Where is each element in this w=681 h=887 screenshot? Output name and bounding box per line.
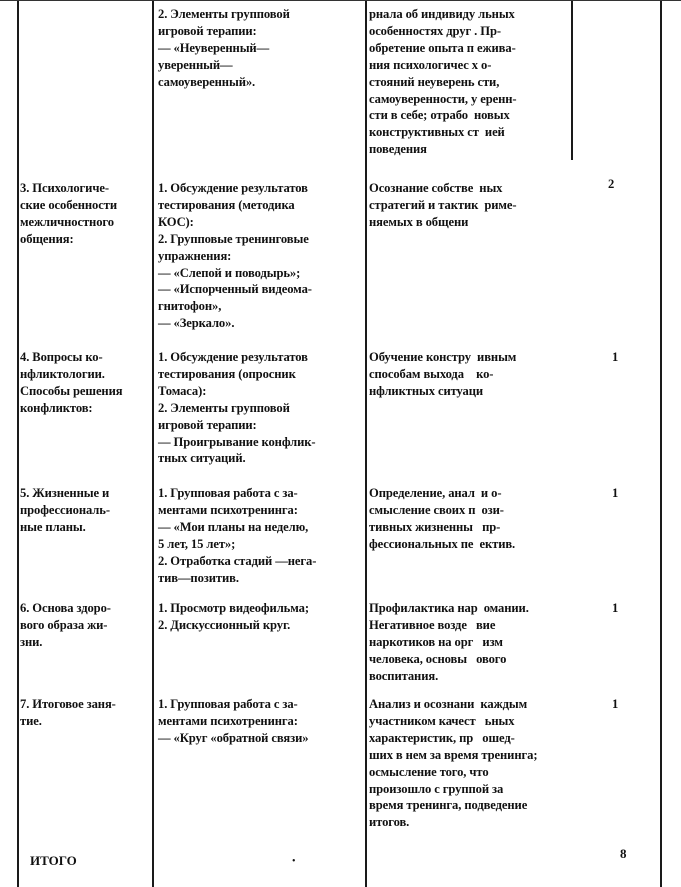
topic-line: 6. Основа здоро- bbox=[20, 601, 111, 615]
goal-line: обретение опыта п ежива- bbox=[369, 40, 516, 55]
goal-line: стратегий и тактик риме- bbox=[369, 197, 517, 212]
goal-line: Негативное возде вие bbox=[369, 617, 496, 632]
page-mark: • bbox=[292, 856, 296, 867]
topic-line: Способы решения bbox=[20, 383, 123, 398]
row-4-topic-cell bbox=[20, 485, 110, 536]
content-line: 2. Элементы групповой bbox=[158, 7, 290, 21]
goal-line: характеристик, пр ошед- bbox=[369, 730, 515, 745]
content-line: тестирования (методика bbox=[158, 197, 295, 212]
row-2-topic-cell bbox=[20, 180, 117, 248]
row-3-hours: 1 bbox=[612, 350, 619, 364]
goal-line: поведения bbox=[369, 142, 427, 157]
topic-line: профессиональ- bbox=[20, 502, 110, 517]
content-line: упражнения: bbox=[158, 248, 232, 263]
goal-line: тивных жизненны пр- bbox=[369, 519, 501, 534]
goal-line: конструктивных ст ией bbox=[369, 125, 505, 140]
row-6-content-cell bbox=[158, 696, 308, 747]
content-line: 2. Дискуссионный круг. bbox=[158, 617, 291, 632]
content-line: 1. Обсуждение результатов bbox=[158, 181, 308, 195]
goal-line: произошло с группой за bbox=[369, 781, 504, 796]
total-label: ИТОГО bbox=[30, 853, 77, 868]
goal-line: осмысление того, что bbox=[369, 764, 489, 779]
goal-line: няемых в общени bbox=[369, 214, 469, 229]
goal-line: Анализ и осознани каждым bbox=[369, 697, 528, 711]
goal-line: человека, основы ового bbox=[369, 651, 507, 666]
table-border bbox=[0, 0, 681, 1]
row-2-goal-cell bbox=[369, 180, 516, 231]
row-2-hours: 2 bbox=[608, 177, 615, 191]
content-line: тестирования (опросник bbox=[158, 366, 296, 381]
goal-line: особенностях друг . Пр- bbox=[369, 23, 501, 38]
goal-line: нфликтных ситуаци bbox=[369, 383, 484, 398]
row-6-goal-cell bbox=[369, 696, 537, 831]
content-line: гнитофон», bbox=[158, 299, 222, 314]
topic-line: 5. Жизненные и bbox=[20, 486, 110, 500]
goal-line: итогов. bbox=[369, 815, 410, 830]
content-line: 5 лет, 15 лет»; bbox=[158, 536, 236, 551]
content-line: 1. Групповая работа с за- bbox=[158, 697, 298, 711]
goal-line: фессиональных пе ектив. bbox=[369, 536, 516, 551]
topic-line: зни. bbox=[20, 634, 43, 649]
topic-line: тие. bbox=[20, 713, 42, 728]
row-4-hours: 1 bbox=[612, 486, 619, 500]
row-4-content-cell bbox=[158, 485, 316, 586]
content-line: 1. Групповая работа с за- bbox=[158, 486, 298, 500]
row-5-content-cell bbox=[158, 600, 309, 634]
goal-line: стояний неуверень сти, bbox=[369, 74, 500, 89]
topic-line: конфликтов: bbox=[20, 400, 93, 415]
goal-line: Профилактика нар омании. bbox=[369, 601, 529, 615]
topic-line: 3. Психологиче- bbox=[20, 181, 109, 195]
row-5-goal-cell bbox=[369, 600, 529, 685]
topic-line: ские особенности bbox=[20, 197, 117, 212]
goal-line: смысление своих п ози- bbox=[369, 502, 504, 517]
row-1-goal-cell bbox=[369, 6, 517, 158]
content-line: ментами психотренинга: bbox=[158, 713, 298, 728]
goal-line: Осознание собстве ных bbox=[369, 181, 503, 195]
goal-line: способам выхода ко- bbox=[369, 366, 494, 381]
table-border bbox=[660, 0, 662, 887]
content-line: — «Зеркало». bbox=[158, 316, 235, 331]
topic-line: общения: bbox=[20, 231, 74, 246]
row-4-goal-cell bbox=[369, 485, 515, 553]
table-border bbox=[17, 0, 19, 887]
content-line: 2. Отработка стадий —нега- bbox=[158, 553, 317, 568]
content-line: — «Мои планы на неделю, bbox=[158, 519, 309, 534]
content-line: КОС): bbox=[158, 214, 194, 229]
goal-line: самоуверенности, у еренн- bbox=[369, 91, 517, 106]
topic-line: 4. Вопросы ко- bbox=[20, 350, 103, 364]
topic-line: 7. Итоговое заня- bbox=[20, 697, 116, 711]
goal-line: ния психологичес х о- bbox=[369, 57, 492, 72]
row-3-topic-cell bbox=[20, 349, 122, 417]
row-5-topic-cell bbox=[20, 600, 111, 651]
content-line: 2. Элементы групповой bbox=[158, 400, 290, 415]
content-line: Томаса): bbox=[158, 383, 207, 398]
table-border bbox=[152, 0, 154, 887]
content-line: — «Испорченный видеома- bbox=[158, 282, 312, 297]
content-line: 1. Обсуждение результатов bbox=[158, 350, 308, 364]
goal-line: воспитания. bbox=[369, 668, 439, 683]
content-line: самоуверенный». bbox=[158, 74, 256, 89]
content-line: 1. Просмотр видеофильма; bbox=[158, 601, 309, 615]
row-5-hours: 1 bbox=[612, 601, 619, 615]
table-border bbox=[571, 0, 573, 160]
goal-line: рнала об индивиду льных bbox=[369, 7, 515, 21]
row-1-content-cell bbox=[158, 6, 290, 91]
content-line: тив—позитив. bbox=[158, 570, 239, 585]
row-3-goal-cell bbox=[369, 349, 516, 400]
content-line: 2. Групповые тренинговые bbox=[158, 231, 309, 246]
goal-line: время тренинга, подведение bbox=[369, 798, 528, 813]
content-line: — «Слепой и поводырь»; bbox=[158, 265, 301, 280]
content-line: уверенный— bbox=[158, 57, 233, 72]
content-line: ментами психотренинга: bbox=[158, 502, 298, 517]
content-line: — Проигрывание конфлик- bbox=[158, 434, 316, 449]
content-line: тных ситуаций. bbox=[158, 451, 246, 466]
table-border bbox=[365, 0, 367, 887]
goal-line: наркотиков на орг изм bbox=[369, 634, 503, 649]
topic-line: ные планы. bbox=[20, 519, 86, 534]
goal-line: участником качест ьных bbox=[369, 713, 515, 728]
topic-line: вого образа жи- bbox=[20, 617, 108, 632]
content-line: игровой терапии: bbox=[158, 23, 257, 38]
row-6-topic-cell bbox=[20, 696, 116, 730]
content-line: игровой терапии: bbox=[158, 417, 257, 432]
goal-line: Обучение констру ивным bbox=[369, 350, 517, 364]
topic-line: нфликтологии. bbox=[20, 366, 105, 381]
content-line: — «Круг «обратной связи» bbox=[158, 730, 309, 745]
total-hours: 8 bbox=[620, 846, 627, 861]
content-line: — «Неуверенный— bbox=[158, 40, 270, 55]
row-6-hours: 1 bbox=[612, 697, 619, 711]
goal-line: сти в себе; отрабо новых bbox=[369, 108, 510, 123]
goal-line: Определение, анал и о- bbox=[369, 486, 502, 500]
topic-line: межличностного bbox=[20, 214, 114, 229]
row-3-content-cell bbox=[158, 349, 316, 467]
goal-line: ших в нем за время тренинга; bbox=[369, 747, 538, 762]
row-2-content-cell bbox=[158, 180, 312, 332]
